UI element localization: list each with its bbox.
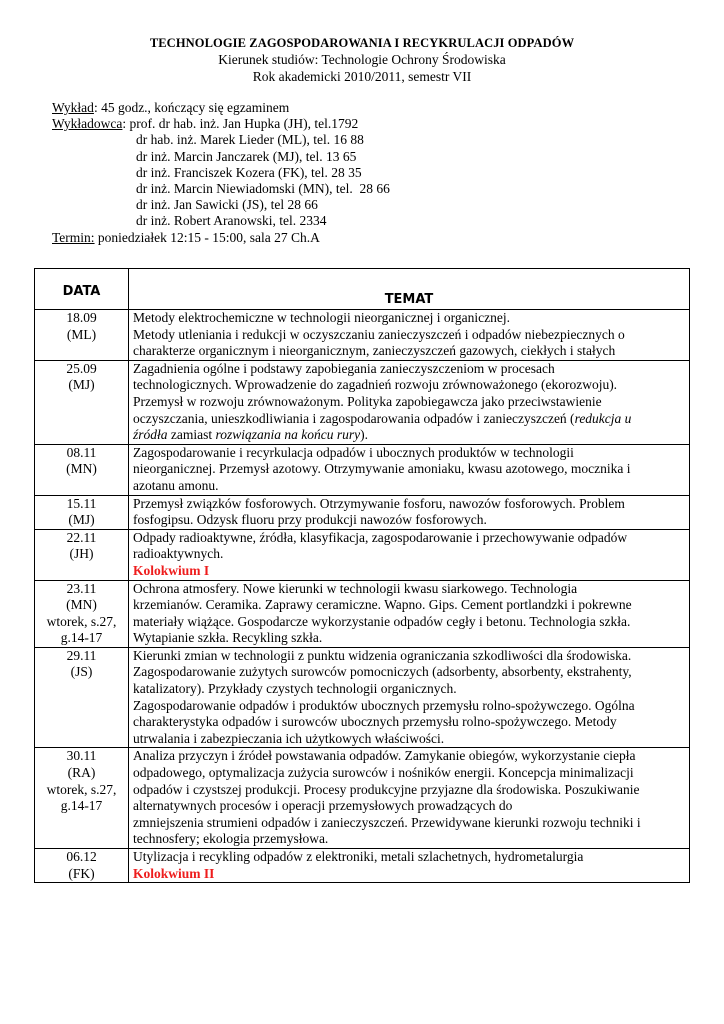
- table-row: [35, 529, 690, 580]
- topic-line: krzemianów. Ceramika. Zaprawy ceramiczne. Wapno. Gips. Cement portlandzki i pokrewne: [133, 597, 632, 613]
- topic-line: alternatywnych procesów i operacji przemysłowych prowadzących do: [133, 798, 513, 814]
- term-label: Termin:: [52, 229, 95, 245]
- lecturers-label: Wykładowca: [52, 116, 123, 132]
- table-row: [35, 849, 690, 883]
- table-row: [35, 360, 690, 444]
- topic-line: nieorganicznej. Przemysł azotowy. Otrzymywanie amoniaku, kwasu azotowego, mocznika i: [133, 461, 631, 477]
- lecturer: dr inż. Jan Sawicki (JS), tel 28 66: [136, 197, 318, 213]
- date: 08.11: [66, 444, 97, 460]
- topic-text: ).: [360, 427, 368, 443]
- table-row: [35, 748, 690, 849]
- lecturer-code: (MJ): [68, 512, 95, 528]
- lecture-line: [52, 100, 390, 116]
- topic-cell: [129, 310, 690, 361]
- lecturer-code: (JH): [69, 546, 94, 562]
- lecturer-code: (MN): [66, 461, 97, 477]
- topic-cell: [129, 580, 690, 647]
- topic-line: Metody utleniania i redukcji w oczyszczaniu zanieczyszczeń i odpadów niebezpiecznych o: [133, 326, 625, 342]
- topic-line: Zagospodarowanie odpadów i produktów ubocznych przemysłu rolno-spożywczego. Ogólna: [133, 697, 635, 713]
- term-line: [52, 230, 390, 246]
- table-row: [35, 495, 690, 529]
- topic-line: technologicznych. Wprowadzenie do zagadnień rozwoju zrównoważonego (ekorozwoju).: [133, 377, 618, 393]
- date-cell: [35, 748, 129, 849]
- table-row: [35, 310, 690, 361]
- info-block: [52, 100, 390, 246]
- topic-line: Utylizacja i recykling odpadów z elektroniki, metali szlachetnych, hydrometalurgia: [133, 849, 584, 864]
- date-cell: [35, 849, 129, 883]
- lecturer: dr inż. Franciszek Kozera (FK), tel. 28 35: [136, 164, 362, 180]
- date-cell: [35, 360, 129, 444]
- topic-line: Zagadnienia ogólne i podstawy zapobiegania zanieczyszczeniom w procesach: [133, 360, 555, 376]
- topic-line: Analiza przyczyn i źródeł powstawania odpadów. Zamykanie obiegów, wykorzystanie ciepła: [133, 748, 636, 764]
- topic-cell: [129, 748, 690, 849]
- topic-line: Przemysł w rozwoju zrównoważonym. Polityka zapobiegawcza jako przeciwstawienie: [133, 393, 602, 409]
- topic-italic: rozwiązania na końcu rury: [215, 427, 361, 443]
- topic-text: oczyszczania, unieszkodliwiania i zagospodarowania odpadów i zanieczyszczeń (: [133, 410, 575, 426]
- topic-line: charakterze organicznym i nieorganicznym, zanieczyszczeń gazowych, ciekłych i stałych: [133, 343, 616, 359]
- lecturer: dr hab. inż. Marek Lieder (ML), tel. 16 88: [136, 132, 364, 148]
- topic-line: Zagospodarowanie i recyrkulacja odpadów i ubocznych produktów w technologii: [133, 444, 574, 460]
- lecturer: dr inż. Robert Aranowski, tel. 2334: [136, 213, 327, 229]
- date-cell: [35, 580, 129, 647]
- topic-line: fosfogipsu. Odzysk fluoru przy produkcji nawozów fosforowych.: [133, 512, 487, 528]
- lecturer-code: (RA): [67, 765, 96, 781]
- date-cell: [35, 529, 129, 580]
- lecturer: dr inż. Marcin Niewiadomski (MN), tel. 28 66: [136, 181, 390, 197]
- date-note: wtorek, s.27,: [46, 613, 117, 629]
- date: 25.09: [66, 360, 97, 376]
- topic-line: technosfery; ekologia przemysłowa.: [133, 831, 329, 847]
- table-row: [35, 444, 690, 495]
- date: 23.11: [66, 580, 97, 596]
- topic-line: radioaktywnych.: [133, 546, 224, 562]
- column-header-topic: TEMAT: [129, 269, 690, 310]
- topic-line: Wytapianie szkła. Recykling szkła.: [133, 630, 323, 646]
- topic-text: zamiast: [167, 427, 216, 443]
- date: 15.11: [66, 495, 97, 511]
- exam-label: Kolokwium I: [133, 562, 210, 578]
- schedule-table: [34, 268, 690, 883]
- topic-line: odpadowego, optymalizacja zużycia surowców i nośników energii. Koncepcja minimalizacji: [133, 765, 634, 781]
- lecturer-code: (MN): [66, 597, 97, 613]
- topic-line: Kierunki zmian w technologii z punktu widzenia ograniczania szkodliwości dla środowiska.: [133, 647, 632, 663]
- lecture-label: Wykład: [52, 100, 94, 115]
- topic-cell: [129, 444, 690, 495]
- lecturer-code: (MJ): [68, 377, 95, 393]
- table-row: [35, 580, 690, 647]
- study-field: Kierunek studiów: Technologie Ochrony Środowiska: [218, 52, 506, 67]
- topic-italic: redukcja u: [574, 410, 632, 426]
- date: 06.12: [66, 849, 97, 864]
- date-cell: [35, 495, 129, 529]
- date: 22.11: [66, 529, 97, 545]
- date-cell: [35, 647, 129, 748]
- topic-line: Ochrona atmosfery. Nowe kierunki w technologii kwasu siarkowego. Technologia: [133, 580, 578, 596]
- date: 18.09: [66, 310, 97, 325]
- date-cell: [35, 310, 129, 361]
- lecturer-code: (FK): [68, 865, 95, 881]
- topic-line: katalizatory). Przykłady czystych technologii organicznych.: [133, 681, 457, 697]
- lecturer-code: (JS): [70, 664, 93, 680]
- academic-year: Rok akademicki 2010/2011, semestr VII: [252, 69, 472, 84]
- topic-cell: [129, 529, 690, 580]
- topic-line: Metody elektrochemiczne w technologii nieorganicznej i organicznej.: [133, 310, 510, 325]
- document-title: TECHNOLOGIE ZAGOSPODAROWANIA I RECYKRULACJI ODPADÓW: [149, 36, 575, 50]
- topic-cell: [129, 360, 690, 444]
- term-value: poniedziałek 12:15 - 15:00, sala 27 Ch.A: [94, 229, 320, 245]
- column-header-date: DATA: [35, 269, 129, 310]
- topic-line: Przemysł związków fosforowych. Otrzymywanie fosforu, nawozów fosforowych. Problem: [133, 495, 625, 511]
- topic-line: materiały wiążące. Gospodarcze wykorzystanie odpadów cegły i betonu. Technologia szkła.: [133, 613, 631, 629]
- topic-line: zmniejszenia strumieni odpadów i zanieczyszczeń. Przewidywane kierunki rozwoju techniki i: [133, 814, 641, 830]
- date-cell: [35, 444, 129, 495]
- lecturer-line: [52, 116, 390, 132]
- topic-line: [133, 411, 685, 428]
- date: 29.11: [66, 647, 97, 663]
- topic-line: [133, 427, 685, 444]
- date: 30.11: [66, 748, 97, 764]
- topic-italic: źródła: [133, 427, 168, 443]
- topic-line: charakterystyka odpadów i surowców ubocznych przemysłu rolno-spożywczego. Metody: [133, 714, 617, 730]
- lecturer-code: (ML): [66, 326, 97, 342]
- topic-line: odpadów i czystszej produkcji. Procesy produkcyjne przyjazne dla środowiska. Poszukiwanie: [133, 781, 640, 797]
- topic-line: azotanu amonu.: [133, 477, 219, 493]
- topic-line: Odpady radioaktywne, źródła, klasyfikacja, zagospodarowanie i przechowywanie odpadów: [133, 529, 628, 545]
- topic-line: utrwalania i zabezpieczania ich użytkowych właściwości.: [133, 730, 445, 746]
- date-note: wtorek, s.27,: [46, 781, 117, 797]
- date-note: g.14-17: [60, 630, 103, 646]
- topic-cell: [129, 495, 690, 529]
- table-row: [35, 647, 690, 748]
- lecturer: : prof. dr hab. inż. Jan Hupka (JH), tel.1792: [122, 116, 359, 132]
- date-note: g.14-17: [60, 798, 103, 814]
- lecture-value: : 45 godz., kończący się egzaminem: [93, 100, 290, 115]
- exam-label: Kolokwium II: [133, 865, 215, 881]
- table-header-row: [35, 269, 690, 310]
- topic-cell: [129, 647, 690, 748]
- lecturer: dr inż. Marcin Janczarek (MJ), tel. 13 65: [136, 148, 357, 164]
- topic-cell: [129, 849, 690, 883]
- topic-line: Zagospodarowanie zużytych surowców pomocniczych (adsorbenty, absorbenty, ekstrahenty,: [133, 664, 632, 680]
